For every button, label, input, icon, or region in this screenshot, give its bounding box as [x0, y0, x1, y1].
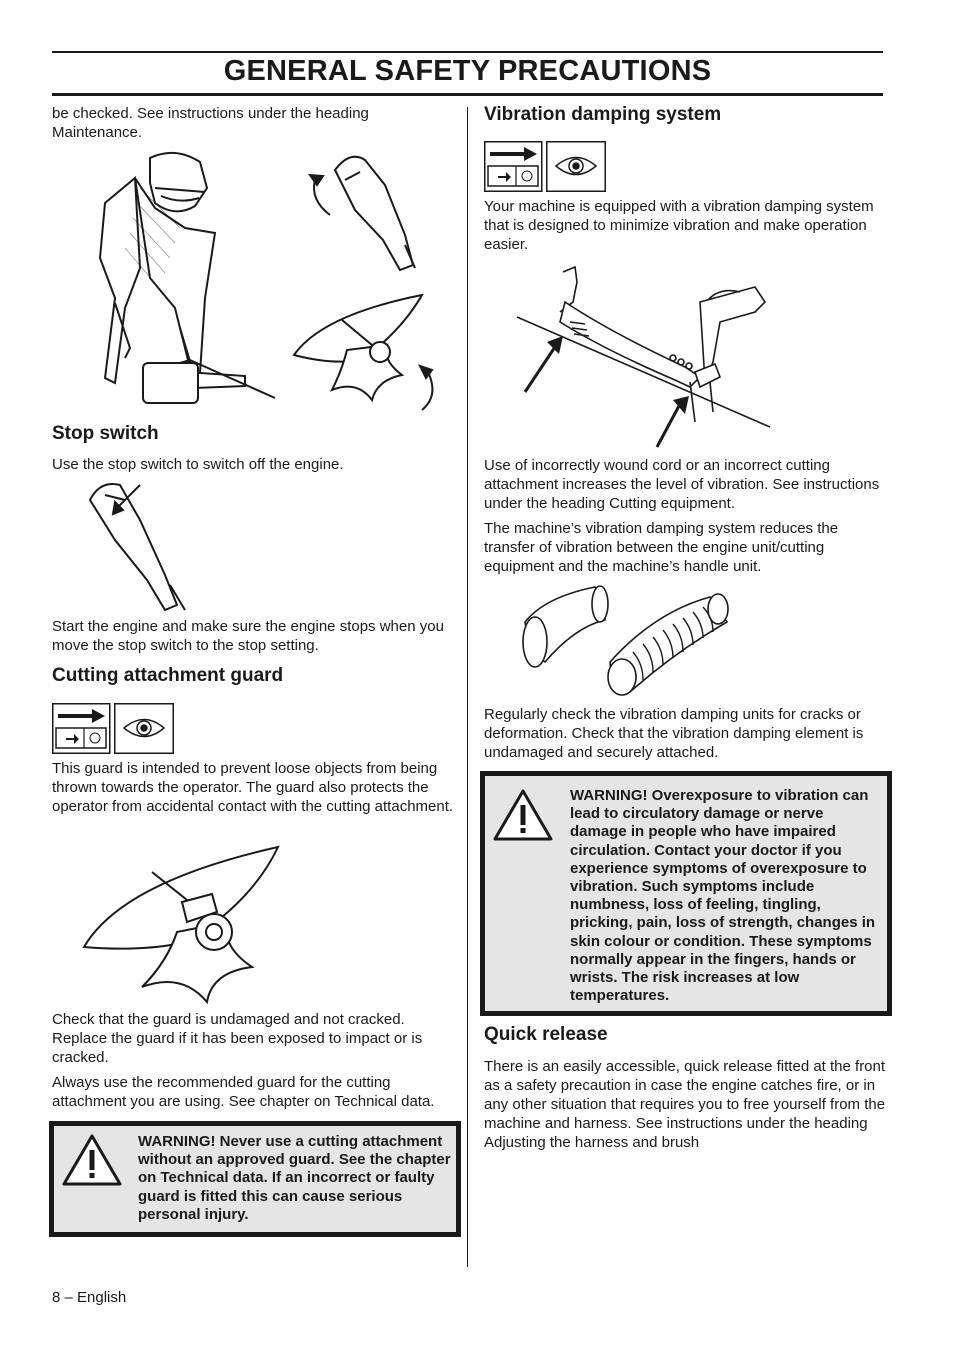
stop-switch-text-2: Start the engine and make sure the engine stops when you move the stop switch to the stop setting.: [52, 618, 444, 654]
vibration-heading: Vibration damping system: [484, 104, 722, 125]
damping-elements-illustration: [515, 582, 735, 700]
guard-warning-text: WARNING! Never use a cutting attachment without an approved guard. See the chapter on Technical data. If an incorrect or faulty guard is fitted this can cause serious personal injury.: [138, 1133, 451, 1223]
guard-warning-box: [49, 1121, 461, 1237]
stop-switch-heading: Stop switch: [52, 423, 159, 444]
vibration-warning-text: WARNING! Overexposure to vibration can lead to circulatory damage or nerve damage in people who have impaired circulation. Contact your doctor if you experience symptoms of overexposure to vibration. Such symptoms include numbness, loss of feeling, tingling, pricking, pain, loss of strength, changes in skin colour or condition. These symptoms normally appear in the fingers, hands or wrists. The risk increases at low temperatures.: [570, 787, 876, 1005]
vibration-shaft-illustration: [515, 262, 775, 452]
warning-triangle-icon: [492, 788, 554, 842]
page-title: GENERAL SAFETY PRECAUTIONS: [223, 55, 712, 87]
stop-switch-illustration: [85, 480, 195, 615]
page-number: 8 – English: [52, 1289, 127, 1306]
guard-small-illustration: [292, 290, 442, 415]
intro-text: be checked. See instructions under the heading Maintenance.: [52, 105, 369, 141]
vibration-text-1: Your machine is equipped with a vibration damping system that is designed to minimize vibration and make operation easier.: [484, 198, 874, 253]
vibration-warning-box: [480, 771, 892, 1016]
stop-switch-text-1: Use the stop switch to switch off the engine.: [52, 456, 344, 473]
warning-triangle-icon: [61, 1133, 123, 1187]
column-divider: [467, 107, 468, 1267]
guard-large-illustration: [82, 842, 287, 1007]
guard-text-2: Check that the guard is undamaged and not cracked. Replace the guard if it has been exposed to impact or is cracked.: [52, 1011, 423, 1066]
vibration-text-2: Use of incorrectly wound cord or an incorrect cutting attachment increases the level of vibration. See instructions under the heading Cutting equipment.: [484, 457, 880, 512]
vibration-info-icons: [484, 141, 607, 192]
guard-heading: Cutting attachment guard: [52, 665, 284, 686]
guard-info-icons: [52, 703, 175, 754]
handle-illustration: [305, 150, 425, 275]
header-top-rule: [52, 51, 883, 53]
quick-release-text: There is an easily accessible, quick release fitted at the front as a safety precaution in case the engine catches fire, or in any other situation that requires you to free yourself from the machine and harness. See instructions under the heading Adjusting the harness and brush: [484, 1058, 886, 1151]
operator-illustration: [95, 148, 280, 413]
quick-release-heading: Quick release: [484, 1024, 608, 1045]
header-bottom-rule: [52, 93, 883, 96]
vibration-text-4: Regularly check the vibration damping units for cracks or deformation. Check that the vibration damping element is undamaged and securely attached.: [484, 706, 864, 761]
guard-text-3: Always use the recommended guard for the cutting attachment you are using. See chapter on Technical data.: [52, 1074, 435, 1110]
guard-text-1: This guard is intended to prevent loose objects from being thrown towards the operator. The guard also protects the operator from accidental contact with the cutting attachment.: [52, 760, 454, 815]
vibration-text-3: The machine’s vibration damping system reduces the transfer of vibration between the engine unit/cutting equipment and the machine’s handle unit.: [484, 520, 839, 575]
